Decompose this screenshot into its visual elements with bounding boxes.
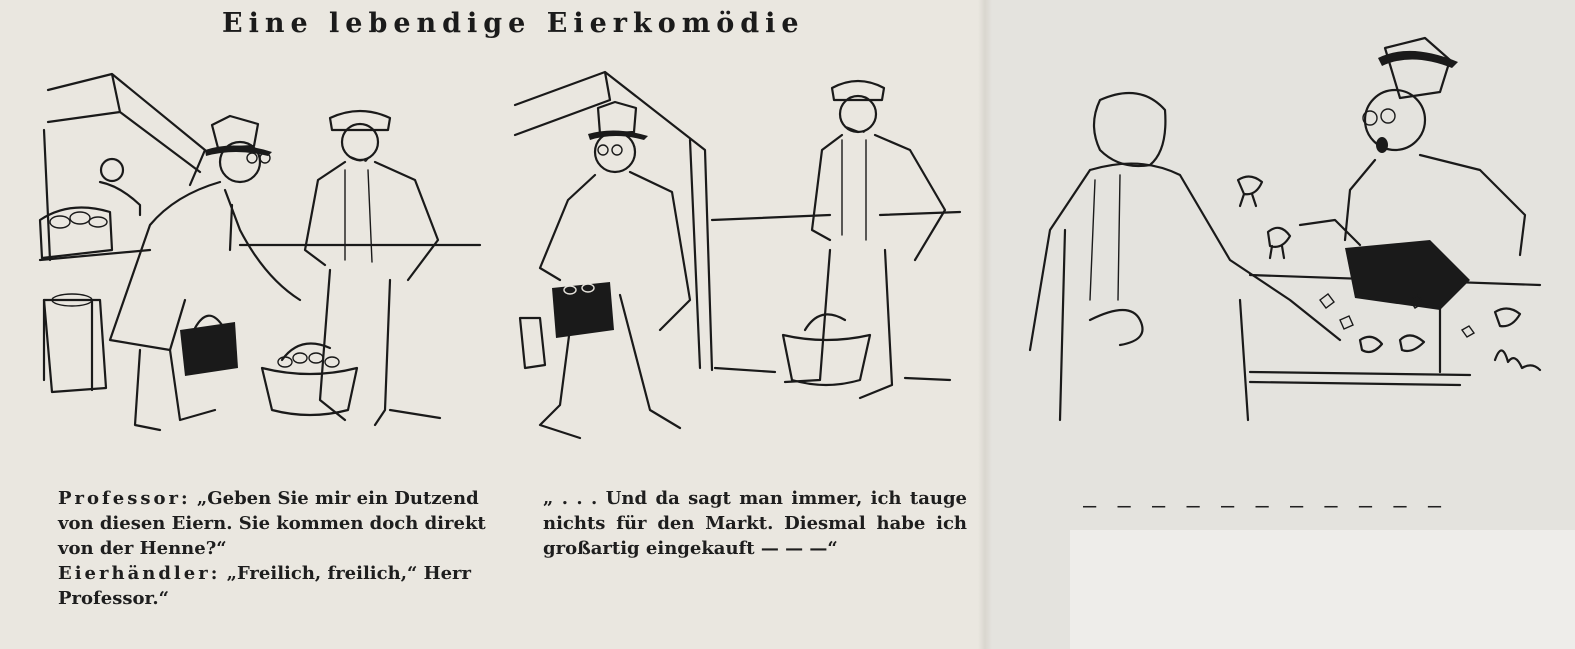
market-woman <box>1094 93 1165 166</box>
professor-monologue: „ . . . Und da sagt man immer, ich tauge nichts für den Markt. Diesmal habe ich großartig eingekauft — — —“ <box>543 488 967 559</box>
open-handbag <box>1345 240 1470 310</box>
comic-title: Eine lebendige Eierkomödie <box>222 8 805 39</box>
basket-empty <box>783 335 870 385</box>
egg-seller-figure <box>330 111 390 130</box>
panel-1-illustration <box>40 74 480 430</box>
panel-2-illustration <box>515 72 960 438</box>
egg-basket <box>262 368 357 415</box>
egg-seller-line: „Freilich, freilich,“ Herr Professor.“ <box>58 563 472 609</box>
caption-panel-2 <box>507 486 967 561</box>
caption-panel-3: — — — — — — — — — — — <box>1083 494 1446 519</box>
market-stall <box>48 74 205 185</box>
caption-panel-1 <box>22 486 492 611</box>
speaker-professor: Professor: <box>58 488 191 509</box>
professor-walking <box>598 102 636 134</box>
egg-seller-standing <box>832 81 884 100</box>
handbag <box>180 322 238 376</box>
panel-3-illustration <box>1030 38 1540 420</box>
artist-signature <box>1495 350 1540 370</box>
professor-line: „Geben Sie mir ein Dutzend von diesen Eiern. Sie kommen doch direkt von der Henne?“ <box>58 488 486 559</box>
speaker-egg-seller: Eierhändler: <box>58 563 221 584</box>
egg-crates <box>40 208 112 259</box>
